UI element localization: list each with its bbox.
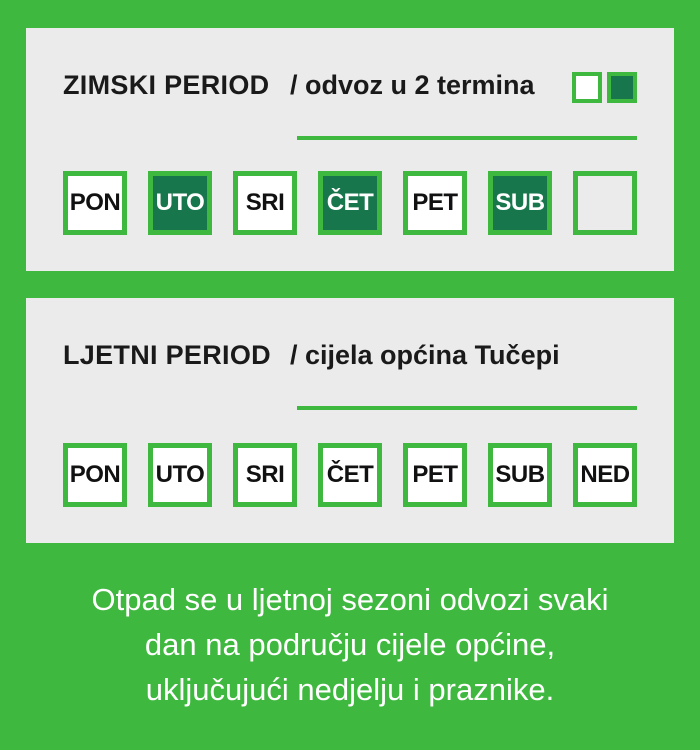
day-box-sub: SUB xyxy=(488,443,552,507)
winter-day-row xyxy=(63,171,637,235)
day-box-pet: PET xyxy=(403,443,467,507)
day-box-pon: PON xyxy=(63,443,127,507)
legend-empty-square-icon xyxy=(572,72,602,103)
summer-panel-title: LJETNI PERIOD xyxy=(63,340,271,370)
pickup-legend xyxy=(572,72,637,103)
footer-note xyxy=(0,577,700,712)
day-box-pet: PET xyxy=(403,171,467,235)
day-box-sri: SRI xyxy=(233,171,297,235)
day-box-uto: UTO xyxy=(148,171,212,235)
header-underline xyxy=(297,136,637,140)
legend-filled-square-icon xyxy=(607,72,637,103)
footer-line: dan na području cijele općine, xyxy=(144,627,556,662)
summer-panel-subtitle: / cijela općina Tučepi xyxy=(290,340,560,370)
day-box-sub: SUB xyxy=(488,171,552,235)
day-box-ned: NED xyxy=(573,443,637,507)
day-box-pon: PON xyxy=(63,171,127,235)
footer-line: uključujući nedjelju i praznike. xyxy=(145,672,555,707)
summer-period-panel xyxy=(26,298,674,543)
header-underline xyxy=(297,406,637,410)
winter-panel-subtitle: / odvoz u 2 termina xyxy=(290,70,535,100)
winter-panel-title: ZIMSKI PERIOD xyxy=(63,70,270,100)
day-box-empty xyxy=(573,171,637,235)
day-box-cet: ČET xyxy=(318,443,382,507)
day-box-uto: UTO xyxy=(148,443,212,507)
summer-day-row xyxy=(63,443,637,507)
footer-line: Otpad se u ljetnoj sezoni odvozi svaki xyxy=(91,582,609,617)
winter-period-panel xyxy=(26,28,674,271)
day-box-sri: SRI xyxy=(233,443,297,507)
day-box-cet: ČET xyxy=(318,171,382,235)
